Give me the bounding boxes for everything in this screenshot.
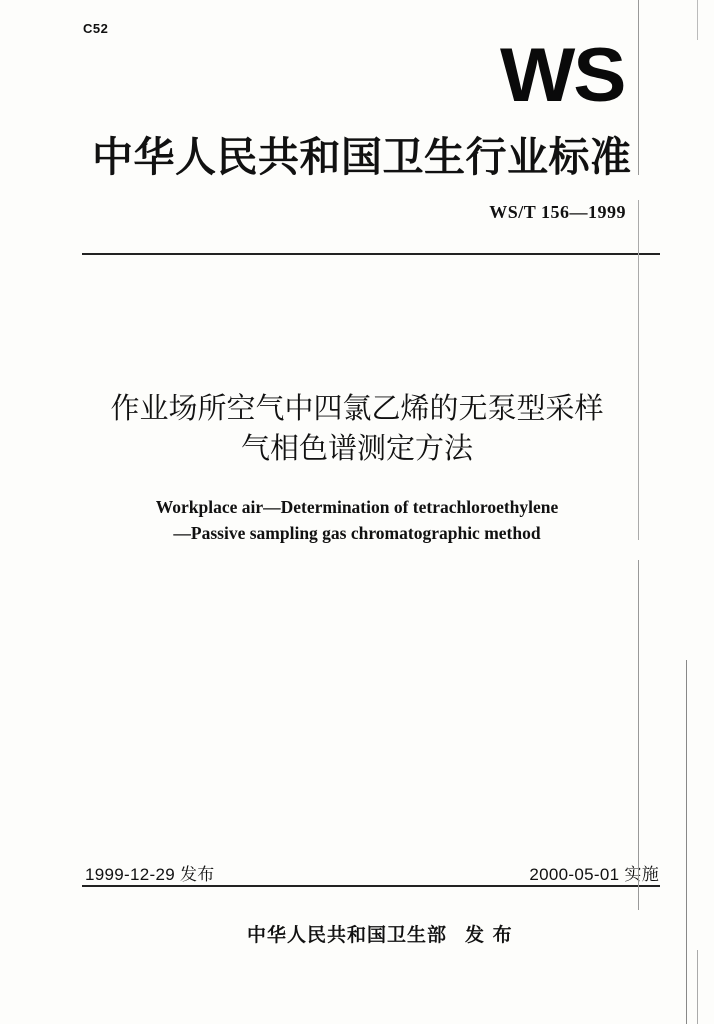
- scan-artifact-line: [686, 660, 687, 1024]
- publisher: [247, 920, 513, 947]
- scan-artifact-line: [697, 0, 698, 40]
- scan-artifact-line: [638, 200, 639, 540]
- publish-word: 发 布: [465, 924, 513, 946]
- ws-logo: WS: [500, 33, 625, 118]
- effective-date: 2000-05-01 实施: [529, 865, 659, 884]
- document-title-cn: [60, 388, 654, 468]
- classification-code: C52: [83, 21, 109, 36]
- document-title-cn-line2: 气相色谱测定方法: [240, 431, 473, 465]
- document-title-cn-line1: 作业场所空气中四氯乙烯的无泵型采样: [110, 391, 604, 425]
- publisher-name: 中华人民共和国卫生部: [247, 924, 448, 946]
- document-title-en: [60, 494, 654, 546]
- scan-artifact-line: [638, 560, 639, 910]
- top-divider: [82, 253, 660, 255]
- scan-artifact-line: [638, 0, 639, 175]
- standard-title: 中华人民共和国卫生行业标准: [92, 133, 632, 181]
- standard-number: WS/T 156—1999: [489, 202, 626, 222]
- scan-artifact-line: [697, 950, 698, 1024]
- bottom-divider: [82, 885, 660, 887]
- issue-date: 1999-12-29 发布: [85, 865, 215, 884]
- document-title-en-line2: —Passive sampling gas chromatographic method: [173, 523, 541, 543]
- document-title-en-line1: Workplace air—Determination of tetrachloroethylene: [155, 497, 559, 517]
